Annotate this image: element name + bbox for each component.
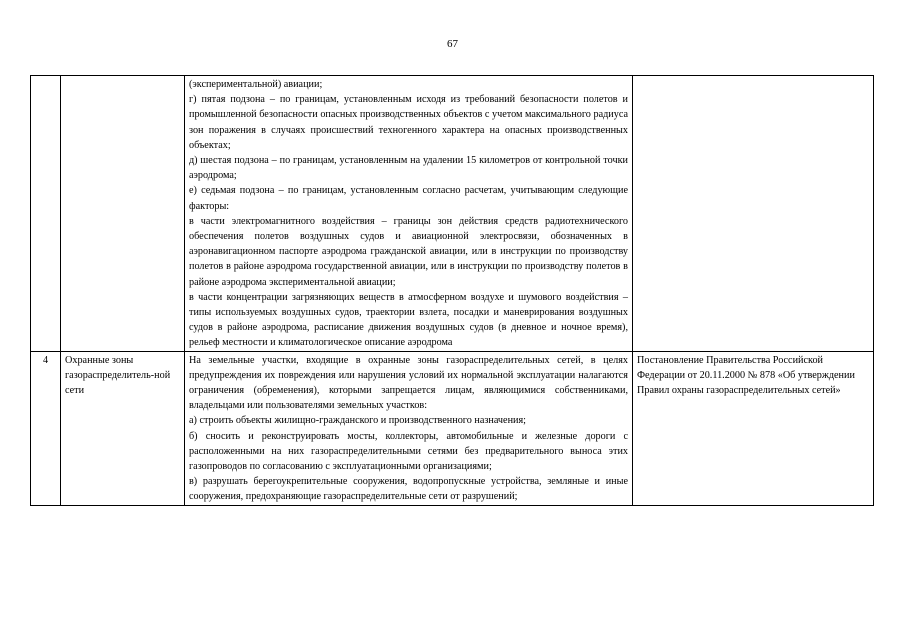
zone-name-cell — [61, 76, 185, 352]
paragraph: На земельные участки, входящие в охранные зоны газораспределительных сетей, в целях предупреждения их повреждения или нарушения условий их нормальной эксплуатации налагаются ограничения (обременения), которыми запрещается лицам, являющимися собственниками, владельцами или пользователями земельных участков: — [189, 354, 628, 412]
paragraph: а) строить объекты жилищно-гражданского и производственного назначения; — [189, 415, 527, 427]
restrictions-table — [30, 75, 874, 506]
paragraph: г) пятая подзона – по границам, установленным исходя из требований безопасности полетов и промышленной безопасности опасных производственных объектов с учетом максимального радиуса зон поражения в случаях происшествий техногенного характера на опасных производственных объектах; — [189, 94, 628, 151]
paragraph: в части электромагнитного воздействия – границы зон действия средств радиотехнического обеспечения полетов воздушных судов и авиационной электросвязи, обозначенных в аэронавигационном паспорте аэродрома гражданской авиации, или в инструкции по производству полетов в районе аэродрома государственной авиации, или в инструкции по производству полетов в районе аэродрома экспериментальной авиации; — [189, 215, 628, 288]
table-row-4 — [31, 351, 874, 505]
paragraph: е) седьмая подзона – по границам, установленным согласно расчетам, учитывающим следующие факторы: — [189, 185, 628, 212]
restrictions-cell — [185, 351, 633, 505]
legal-basis: Постановление Правительства Российской Федерации от 20.11.2000 № 878 «Об утверждении Правил охраны газораспределительных сетей» — [637, 354, 855, 397]
zone-name-cell — [61, 351, 185, 505]
table-row-continued — [31, 76, 874, 352]
paragraph: в части концентрации загрязняющих веществ в атмосферном воздухе и шумового воздействия – типы используемых воздушных судов, траектории взлета, посадки и маневрирования воздушных судов в районе аэродрома, расписание движения воздушных судов (в дневное и ночное время), рельеф местности и климатологическое описание аэродрома — [189, 291, 628, 349]
restrictions-cell — [185, 76, 633, 352]
page-number: 67 — [447, 38, 458, 50]
paragraph: д) шестая подзона – по границам, установленным на удалении 15 километров от контрольной точки аэродрома; — [189, 155, 628, 182]
row-number-cell — [31, 76, 61, 352]
legal-basis-cell — [633, 76, 874, 352]
row-number-cell: 4 — [31, 351, 61, 505]
legal-basis-cell — [633, 351, 874, 505]
zone-name: Охранные зоны газораспределитель-ной сети — [65, 354, 171, 397]
paragraph: в) разрушать берегоукрепительные сооружения, водопропускные устройства, земляные и иные сооружения, предохраняющие газораспределительные сети от разрушений; — [189, 476, 628, 503]
paragraph: б) сносить и реконструировать мосты, коллекторы, автомобильные и железные дороги с расположенными на них газораспределительными сетями без предварительного выноса этих газопроводов по согласованию с эксплуатационными организациями; — [189, 430, 628, 473]
paragraph: (экспериментальной) авиации; — [189, 79, 323, 90]
